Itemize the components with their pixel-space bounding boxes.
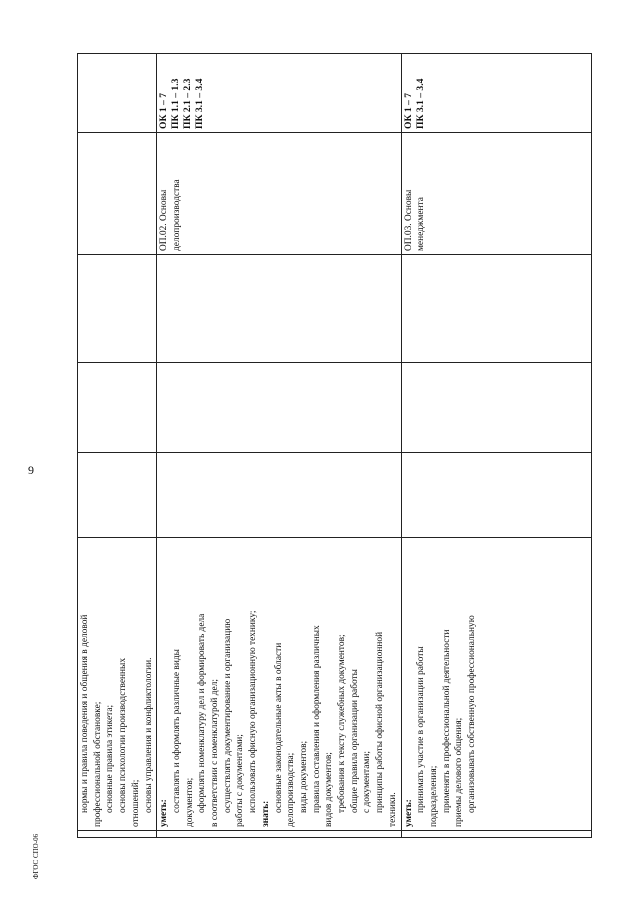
- rotated-page: [77, 54, 589, 838]
- empty-cell: [78, 363, 157, 453]
- competency-code: ПК 3.1 – 3.4: [194, 78, 206, 129]
- competency-codes-cell: [157, 54, 401, 133]
- text-line: составлять и оформлять различные виды: [171, 649, 182, 813]
- text-line: принимать участие в организации работы: [416, 646, 427, 813]
- discipline-cell: [157, 133, 401, 255]
- text-line: правила составления и оформления различных: [311, 625, 322, 813]
- discipline-cell: [401, 133, 591, 255]
- empty-cell: [401, 453, 591, 538]
- text-line: работы с документами;: [235, 734, 246, 827]
- text-line: требования к тексту служебных документов;: [337, 634, 348, 813]
- text-line: видов документов;: [324, 752, 335, 827]
- knowledge-skills-cell: [78, 538, 157, 831]
- table-row: [78, 54, 157, 838]
- knowledge-skills-cell: [157, 538, 401, 831]
- table-row: [401, 54, 591, 838]
- text-line: основные правила этикета;: [105, 704, 116, 813]
- text-line: уметь:: [159, 799, 170, 827]
- footer-label: ФГОС СПО-06: [32, 833, 40, 879]
- empty-cell: [401, 255, 591, 363]
- text-line: основы психологии производственных: [118, 657, 129, 813]
- table-body: [78, 54, 592, 838]
- text-line: принципы работы офисной организационной: [375, 631, 386, 813]
- competency-table: [77, 53, 592, 838]
- text-line: делопроизводства;: [286, 752, 297, 827]
- text-line: основные законодательные акты в области: [273, 642, 284, 813]
- index-cell: [401, 831, 591, 838]
- competency-code: ПК 2.1 – 2.3: [182, 78, 194, 129]
- empty-cell: [401, 363, 591, 453]
- text-line: виды документов;: [298, 740, 309, 813]
- empty-cell: [78, 453, 157, 538]
- text-line: использовать офисную организационную технику;: [248, 610, 259, 813]
- text-line: основы управления и конфликтологии.: [143, 657, 154, 813]
- text-line: отношений;: [130, 779, 141, 827]
- text-line: с документами;: [362, 751, 373, 813]
- text-line: оформлять номенклатуру дел и формировать дела: [197, 613, 208, 813]
- text-line: уметь:: [403, 799, 414, 827]
- index-cell: [78, 831, 157, 838]
- text-line: подразделения;: [428, 765, 439, 827]
- text-line: знать:: [260, 800, 271, 827]
- text-line: в соответствии с номенклатурой дел;: [210, 679, 221, 827]
- competency-code: ОК 1 – 7: [402, 92, 414, 129]
- knowledge-skills-cell: [401, 538, 591, 831]
- text-line: техники.: [387, 792, 398, 827]
- empty-cell: [157, 363, 401, 453]
- text-line: применять в профессиональной деятельности: [441, 629, 452, 813]
- discipline-cell: [78, 133, 157, 255]
- text-line: профессиональной обстановке;: [92, 701, 103, 827]
- empty-cell: [78, 255, 157, 363]
- discipline-name: ОП.03. Основы менеджмента: [403, 189, 427, 251]
- competency-codes-cell: [78, 54, 157, 133]
- text-line: организовывать собственную профессиональную: [467, 615, 478, 813]
- table-row: [157, 54, 401, 838]
- competency-code: ОК 1 – 7: [158, 92, 170, 129]
- competency-codes-cell: [401, 54, 591, 133]
- text-line: нормы и правила поведения и общения в деловой: [80, 614, 90, 813]
- discipline-name: ОП.02. Основы делопроизводства: [159, 179, 182, 251]
- empty-cell: [157, 453, 401, 538]
- text-line: осуществлять документирование и организацию: [222, 618, 233, 813]
- competency-code: ПК 1.1 – 1.3: [170, 78, 182, 129]
- page-number: 9: [28, 463, 34, 477]
- text-line: документов;: [184, 777, 195, 827]
- index-cell: [157, 831, 401, 838]
- text-line: приемы делового общения;: [454, 717, 465, 827]
- competency-code: ПК 3.1 – 3.4: [414, 78, 426, 129]
- empty-cell: [157, 255, 401, 363]
- text-line: общие правила организации работы: [349, 669, 360, 813]
